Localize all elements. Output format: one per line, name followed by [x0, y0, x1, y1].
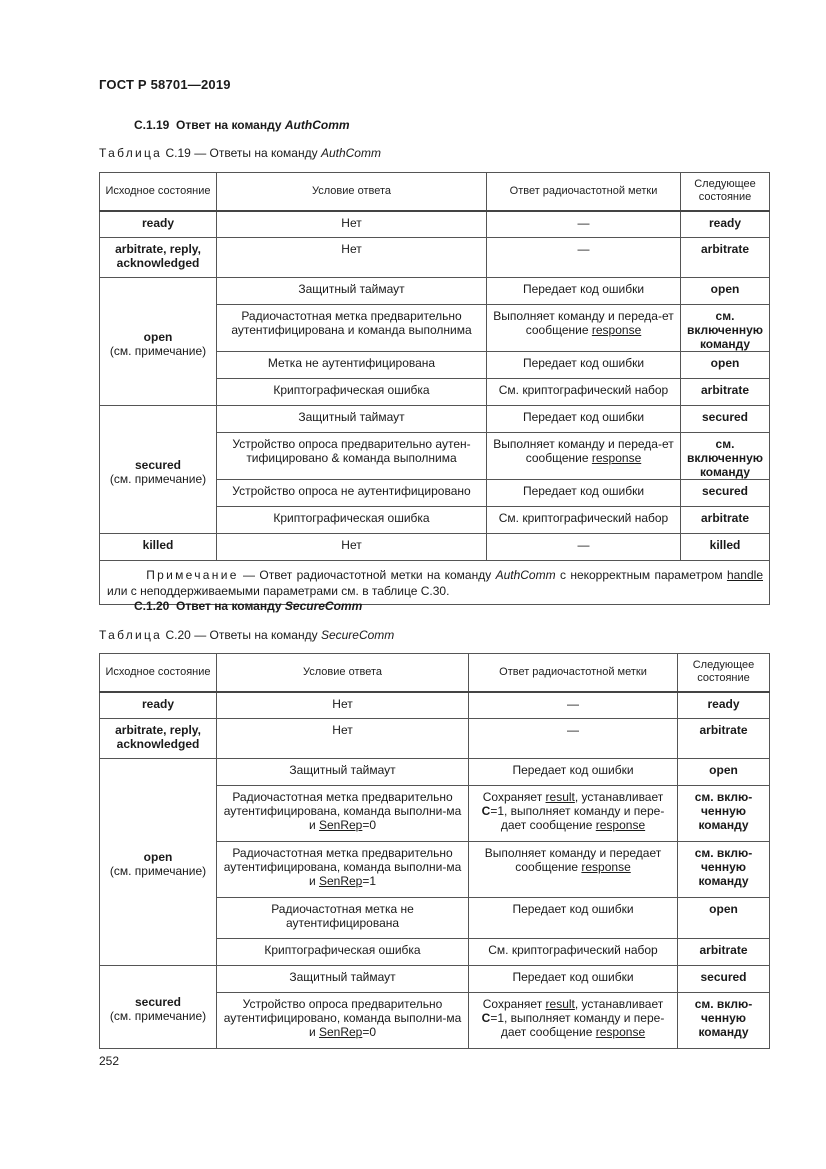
document-header: ГОСТ Р 58701—2019 [99, 77, 231, 92]
caption-number: С.19 [165, 146, 191, 160]
condition-cell: Радиочастотная метка предварительно аутентифицирована и команда выполнима [217, 305, 487, 352]
condition-cell: Защитный таймаут [217, 406, 487, 433]
caption-number: С.20 [165, 628, 191, 642]
condition-cell: Радиочастотная метка предварительно аутентифицирована, команда выполни-ма и SenRep=1 [217, 842, 469, 898]
state-cell [100, 966, 217, 1049]
section-title-c119 [134, 118, 350, 132]
state-note: (см. примечание) [109, 343, 207, 358]
next-state-cell: arbitrate [681, 379, 770, 406]
state-cell [100, 406, 217, 534]
table-row [100, 692, 770, 719]
section-title-text: Ответ на команду [176, 599, 282, 613]
state-name: open [143, 850, 173, 864]
table-row [100, 966, 770, 993]
state-note: (см. примечание) [109, 864, 207, 878]
table-row [100, 211, 770, 238]
response-cell: — [469, 692, 678, 719]
next-state-cell: open [681, 278, 770, 305]
next-state-cell: см. вклю-ченную команду [678, 842, 770, 898]
state-cell: arbitrate, reply, acknowledged [100, 238, 217, 278]
caption-command: SecureComm [320, 628, 395, 642]
col-header-next-state: Следующее состояние [681, 173, 770, 211]
col-header-initial-state: Исходное состояние [100, 173, 217, 211]
condition-cell: Устройство опроса предварительно аутен-тифицировано & команда выполнима [217, 433, 487, 480]
response-cell: Сохраняет result, устанавливает C=1, выполняет команду и пере-дает сообщение response [469, 786, 678, 842]
condition-cell: Криптографическая ошибка [217, 939, 469, 966]
condition-cell: Радиочастотная метка предварительно аутентифицирована, команда выполни-ма и SenRep=0 [217, 786, 469, 842]
table-note-row [100, 561, 770, 605]
section-title-c120 [134, 599, 362, 613]
response-cell: Передает код ошибки [487, 278, 681, 305]
caption-word: Таблица [99, 146, 163, 160]
response-cell: Сохраняет result, устанавливает C=1, выполняет команду и пере-дает сообщение response [469, 993, 678, 1049]
next-state-cell: open [678, 759, 770, 786]
note-label: Примечание [146, 568, 239, 582]
next-state-cell: см. вклю-ченную команду [678, 786, 770, 842]
response-cell: Передает код ошибки [469, 966, 678, 993]
next-state-cell: см. включенную команду [681, 433, 770, 480]
table-row [100, 278, 770, 305]
next-state-cell: killed [681, 534, 770, 561]
next-state-cell: secured [678, 966, 770, 993]
section-title-text: Ответ на команду [176, 118, 282, 132]
condition-cell: Криптографическая ошибка [217, 379, 487, 406]
col-header-response: Ответ радиочастотной метки [469, 654, 678, 692]
state-cell: killed [100, 534, 217, 561]
col-header-condition: Условие ответа [217, 654, 469, 692]
state-cell [100, 278, 217, 406]
next-state-cell: см. вклю-ченную команду [678, 993, 770, 1049]
state-cell: ready [100, 211, 217, 238]
col-header-initial-state: Исходное состояние [100, 654, 217, 692]
response-cell: — [487, 211, 681, 238]
response-cell: — [469, 719, 678, 759]
state-note: (см. примечание) [109, 471, 207, 486]
table-note: Примечание — Ответ радиочастотной метки на команду AuthComm с некорректным параметром handle или с неподдерживаемыми параметрами см. в таблице С.30. [100, 561, 770, 605]
next-state-cell: arbitrate [681, 507, 770, 534]
next-state-cell: open [681, 352, 770, 379]
next-state-cell: arbitrate [678, 719, 770, 759]
table-caption-c19 [99, 146, 381, 160]
state-cell: arbitrate, reply, acknowledged [100, 719, 217, 759]
response-cell: Выполняет команду и переда-ет сообщение response [487, 305, 681, 352]
response-cell: Передает код ошибки [487, 352, 681, 379]
response-cell: — [487, 238, 681, 278]
condition-cell: Защитный таймаут [217, 966, 469, 993]
table-c19 [99, 172, 770, 605]
condition-cell: Устройство опроса предварительно аутентифицировано, команда выполни-ма и SenRep=0 [217, 993, 469, 1049]
table-row [100, 759, 770, 786]
table-caption-c20 [99, 628, 394, 642]
next-state-cell: arbitrate [681, 238, 770, 278]
response-cell: См. криптографический набор [469, 939, 678, 966]
next-state-cell: ready [681, 211, 770, 238]
section-command: AuthComm [284, 118, 350, 132]
response-cell: Передает код ошибки [487, 480, 681, 507]
response-cell: Передает код ошибки [469, 898, 678, 939]
response-cell: Выполняет команду и передает сообщение response [469, 842, 678, 898]
caption-command: AuthComm [320, 146, 381, 160]
condition-cell: Нет [217, 534, 487, 561]
table-row [100, 406, 770, 433]
section-command: SecureComm [284, 599, 363, 613]
condition-cell: Защитный таймаут [217, 759, 469, 786]
table-c20 [99, 653, 770, 1049]
response-cell: Передает код ошибки [469, 759, 678, 786]
state-note: (см. примечание) [109, 1009, 207, 1023]
next-state-cell: secured [681, 480, 770, 507]
response-cell: Передает код ошибки [487, 406, 681, 433]
state-name: secured [134, 457, 182, 472]
section-number: C.1.19 [134, 118, 170, 132]
table-header-row [100, 173, 770, 211]
table-header-row [100, 654, 770, 692]
table-row [100, 719, 770, 759]
state-name: open [143, 329, 173, 344]
next-state-cell: open [678, 898, 770, 939]
next-state-cell: см. включенную команду [681, 305, 770, 352]
condition-cell: Нет [217, 211, 487, 238]
condition-cell: Радиочастотная метка не аутентифицирована [217, 898, 469, 939]
state-cell: ready [100, 692, 217, 719]
caption-text: — Ответы на команду [194, 146, 318, 160]
next-state-cell: ready [678, 692, 770, 719]
state-name: secured [134, 995, 182, 1009]
condition-cell: Защитный таймаут [217, 278, 487, 305]
response-cell: См. криптографический набор [487, 507, 681, 534]
next-state-cell: arbitrate [678, 939, 770, 966]
col-header-response: Ответ радиочастотной метки [487, 173, 681, 211]
caption-word: Таблица [99, 628, 163, 642]
condition-cell: Нет [217, 692, 469, 719]
condition-cell: Нет [217, 238, 487, 278]
table-row [100, 534, 770, 561]
section-number: C.1.20 [134, 599, 170, 613]
page-number: 252 [99, 1054, 120, 1068]
condition-cell: Нет [217, 719, 469, 759]
table-row [100, 238, 770, 278]
next-state-cell: secured [681, 406, 770, 433]
caption-text: — Ответы на команду [194, 628, 318, 642]
col-header-condition: Условие ответа [217, 173, 487, 211]
condition-cell: Устройство опроса не аутентифицировано [217, 480, 487, 507]
condition-cell: Криптографическая ошибка [217, 507, 487, 534]
col-header-next-state: Следующее состояние [678, 654, 770, 692]
response-cell: — [487, 534, 681, 561]
response-cell: См. криптографический набор [487, 379, 681, 406]
state-cell [100, 759, 217, 966]
response-cell: Выполняет команду и переда-ет сообщение response [487, 433, 681, 480]
condition-cell: Метка не аутентифицирована [217, 352, 487, 379]
